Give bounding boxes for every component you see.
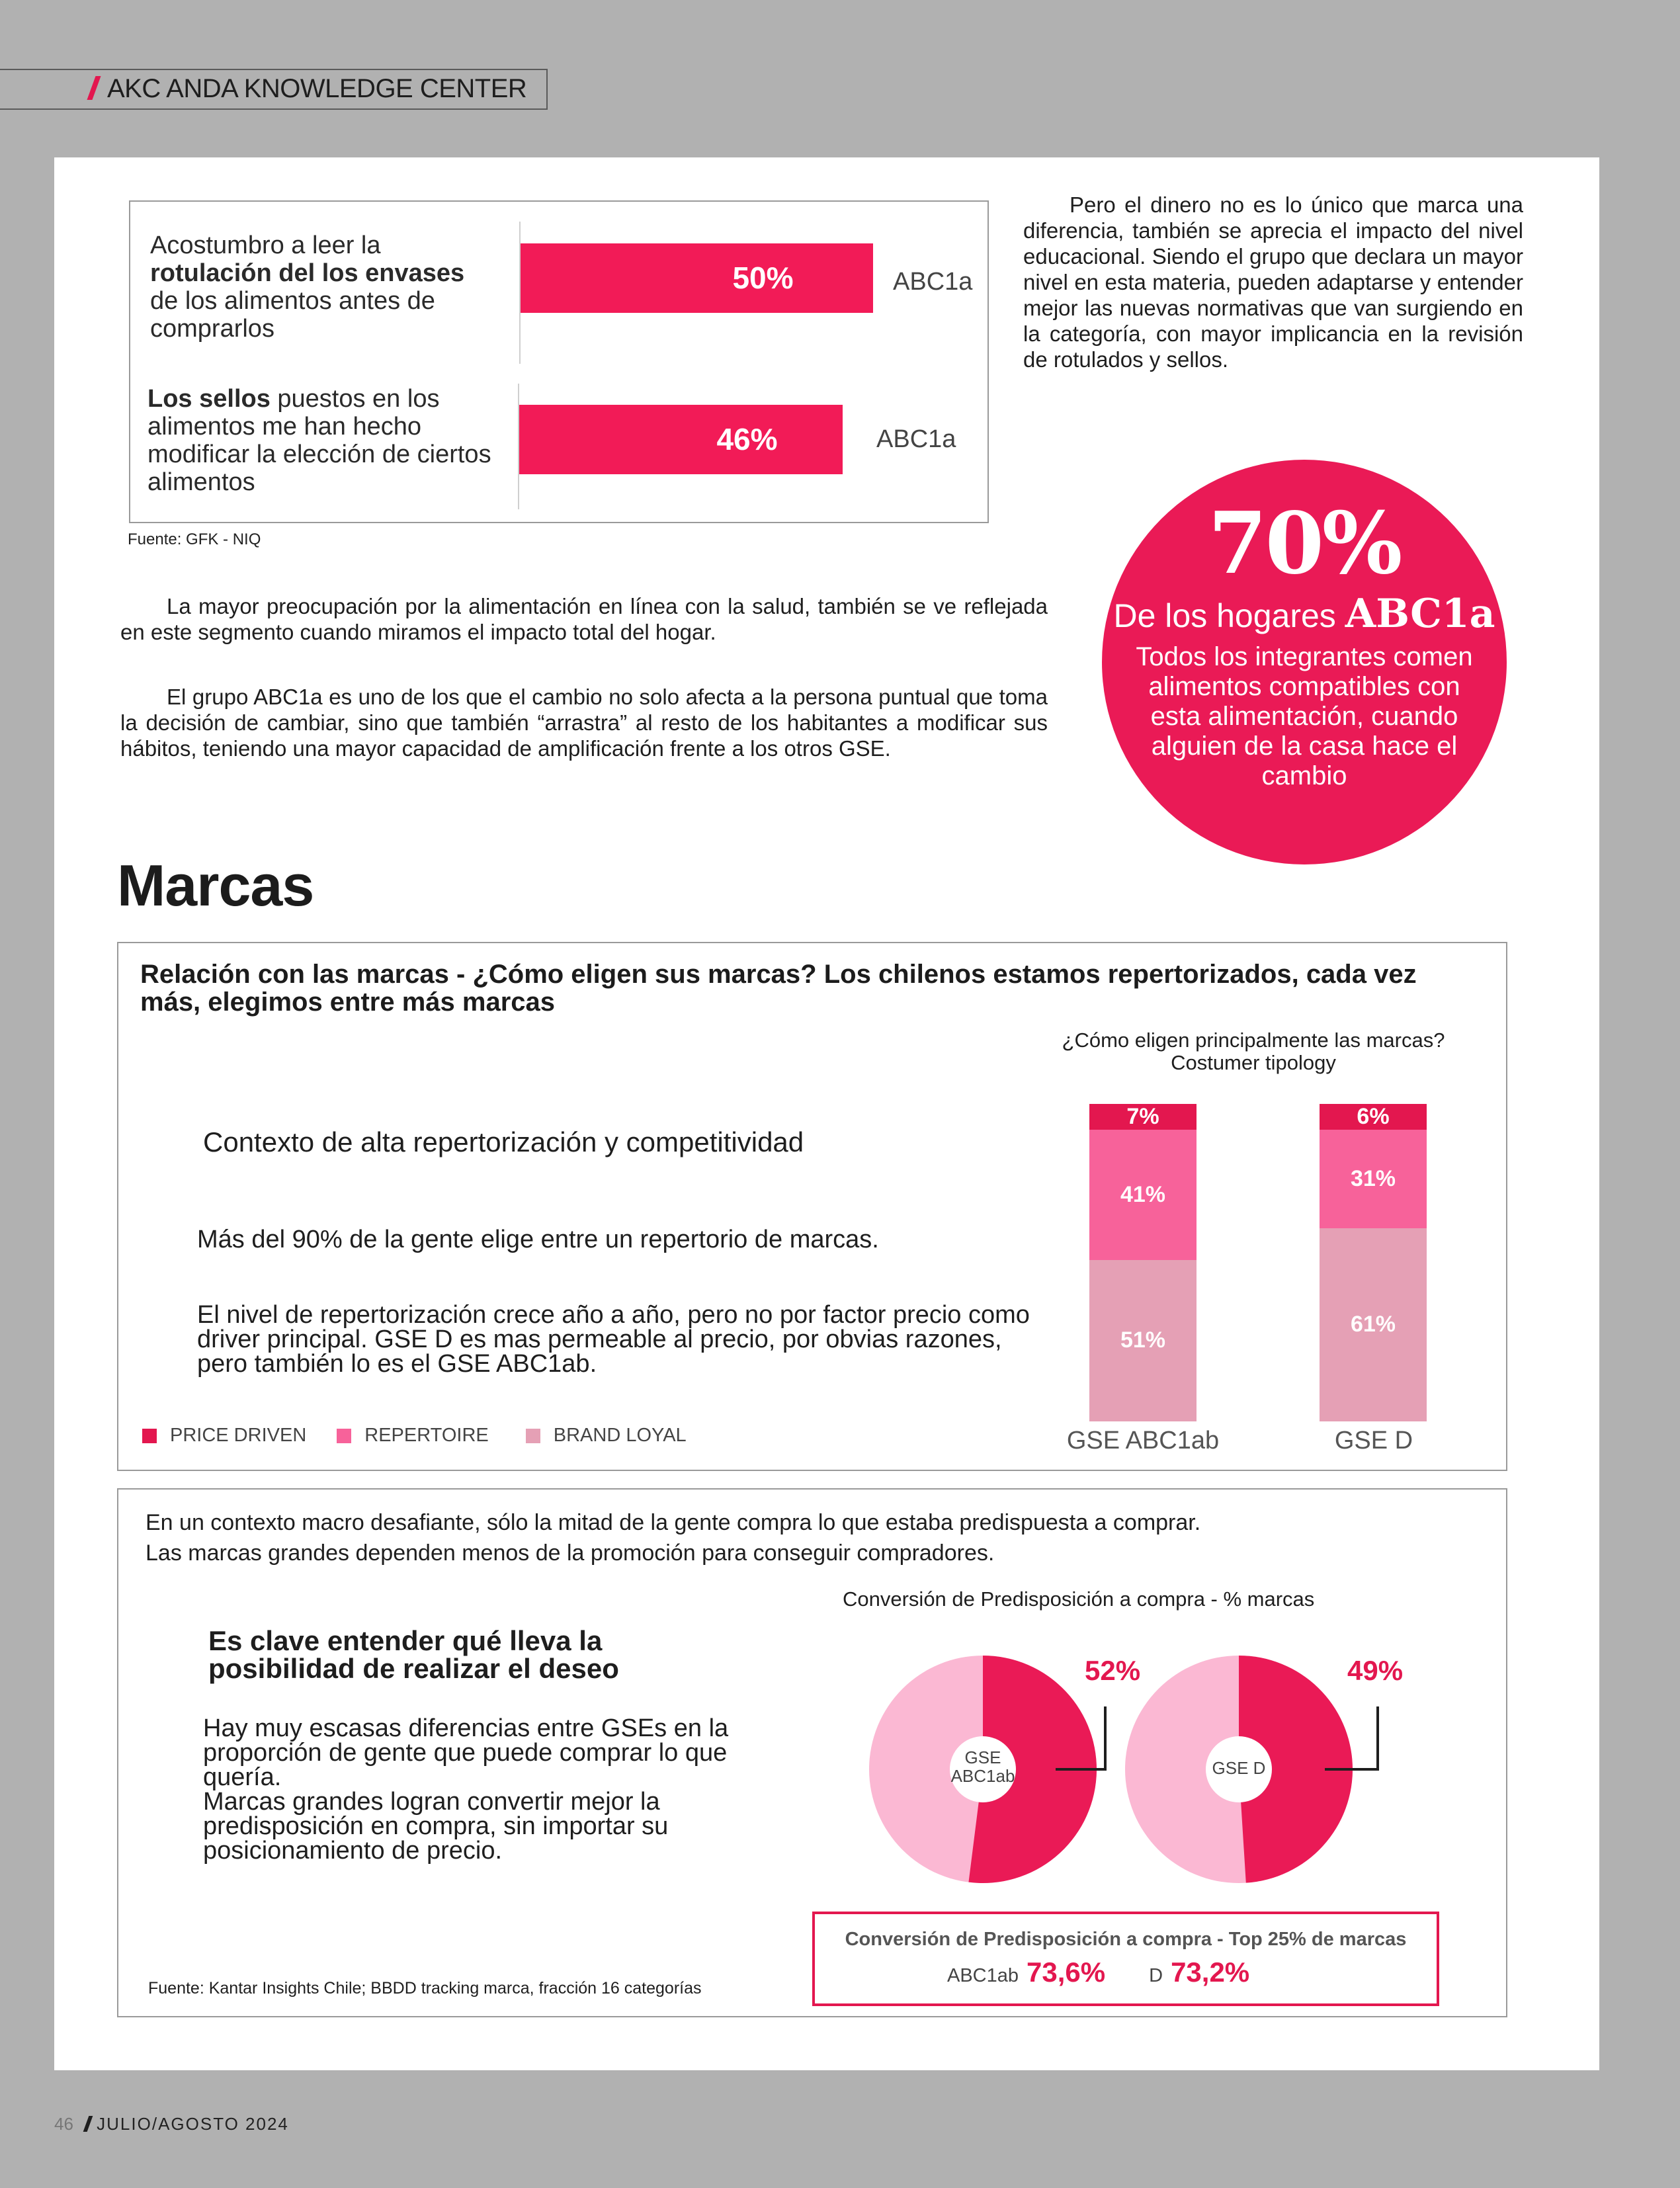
segment-repertoire: 31% — [1320, 1130, 1427, 1228]
donut-1-center-label: GSE ABC1ab — [950, 1747, 1015, 1786]
legend-swatch-loyal — [526, 1429, 540, 1443]
conversion-text: Hay muy escasas diferencias entre GSEs en la proporción de gente que puede comprar lo que quería. Marcas grandes logran convertir mejor la predisposición en compra, sin importar su posicionamiento de precio. — [203, 1714, 729, 1865]
paragraph-1: La mayor preocupación por la alimentación en línea con la salud, también se ve reflejada en este segmento cuando miramos el impacto total del hogar. — [120, 594, 1048, 644]
callout-line1: De los hogares ABC1a — [1113, 591, 1495, 637]
callout-big-number: 70% — [1208, 494, 1401, 593]
top25-a-label: ABC1ab — [947, 1965, 1019, 1986]
stack-label-d: GSE D — [1334, 1427, 1413, 1454]
segment-brand-loyal: 51% — [1089, 1260, 1197, 1421]
legend-swatch-repertoire — [337, 1429, 351, 1443]
source-note: Fuente: GFK - NIQ — [128, 530, 261, 548]
page-number: 46 — [54, 2114, 73, 2134]
legend-loyal: BRAND LOYAL — [553, 1425, 687, 1446]
stack-bar-abc1ab — [1089, 1104, 1197, 1421]
top25-b-label: D — [1149, 1965, 1163, 1986]
bar-1-tag: ABC1a — [893, 268, 973, 296]
segment-repertoire: 41% — [1089, 1130, 1197, 1260]
header-title: AKC ANDA KNOWLEDGE CENTER — [91, 74, 526, 104]
brands-p2: El nivel de repertorización crece año a año, pero no por factor precio como driver principal. GSE D es mas permeable al precio, por obvias razones, pero también lo es el GSE ABC1ab. — [197, 1301, 1030, 1378]
section-title: Marcas — [117, 853, 314, 918]
issue-date: JULIO/AGOSTO 2024 — [97, 2114, 289, 2134]
callout-body: Todos los integrantes comen alimentos compatibles con esta alimentación, cuando alguien de la casa hace el cambio — [1136, 642, 1473, 790]
stack-label-abc1ab: GSE ABC1ab — [1066, 1427, 1220, 1454]
donut-2-center-label: GSE D — [1212, 1758, 1266, 1778]
bar-2: 46% — [519, 405, 843, 474]
legend-swatch-price — [142, 1429, 157, 1443]
conversion-intro: En un contexto macro desafiante, sólo la mitad de la gente compra lo que estaba predispuesta a comprar. Las marcas grandes dependen menos de la promoción para conseguir compradores. — [146, 1510, 1201, 1566]
brands-title: Relación con las marcas - ¿Cómo eligen sus marcas? Los chilenos estamos repertorizados, cada vez más, elegimos entre más marcas — [140, 960, 1417, 1017]
donut-1-value: 52% — [1085, 1655, 1141, 1686]
segment-price-driven: 7% — [1089, 1104, 1197, 1130]
segment-price-driven: 6% — [1320, 1104, 1427, 1130]
legend-price: PRICE DRIVEN — [170, 1425, 307, 1446]
donut-chart-title: Conversión de Predisposición a compra - % marcas — [843, 1587, 1315, 1611]
brands-p1: Más del 90% de la gente elige entre un repertorio de marcas. — [197, 1226, 879, 1253]
donut-2-value: 49% — [1347, 1655, 1404, 1686]
stack-chart-title: ¿Cómo eligen principalmente las marcas? Costumer tipology — [1062, 1029, 1445, 1074]
bar-row-2-label: Los sellos puestos en los alimentos me han hecho modificar la elección de ciertos alimentos — [147, 385, 491, 496]
bar-2-tag: ABC1a — [876, 425, 956, 453]
callout-circle — [1102, 460, 1507, 864]
right-column-paragraph: Pero el dinero no es lo único que marca una diferencia, también se aprecia el impacto del nivel educacional. Siendo el grupo que declara un mayor nivel en esta materia, pueden adaptarse y entender mejor las nuevas normativas que van surgiendo en la categoría, con mayor implicancia en la revisión de rotulados y sellos. — [1023, 192, 1523, 372]
bar-row-1-label: Acostumbro a leer la rotulación del los envases de los alimentos antes de comprarlos — [150, 231, 465, 343]
top25-title: Conversión de Predisposición a compra - Top 25% de marcas — [845, 1929, 1407, 1950]
top25-a-value: 73,6% — [1027, 1957, 1106, 1988]
bar-1: 50% — [521, 243, 873, 313]
footer-slash — [83, 2116, 93, 2132]
top25-values — [947, 1957, 1249, 1988]
conversion-source: Fuente: Kantar Insights Chile; BBDD tracking marca, fracción 16 categorías — [148, 1979, 702, 1998]
legend-repertoire: REPERTOIRE — [364, 1425, 489, 1446]
page-footer — [54, 2114, 289, 2134]
legend — [142, 1425, 687, 1447]
stack-bar-d — [1320, 1104, 1427, 1421]
brands-subtitle: Contexto de alta repertorización y competitividad — [203, 1126, 804, 1157]
conversion-subtitle: Es clave entender qué lleva la posibilidad de realizar el deseo — [208, 1625, 619, 1684]
top25-b-value: 73,2% — [1171, 1957, 1250, 1988]
paragraph-2: El grupo ABC1a es uno de los que el cambio no solo afecta a la persona puntual que toma la decisión de cambiar, sino que también “arrastra” al resto de los habitantes a modificar sus hábitos, teniendo una mayor capacidad de amplificación frente a los otros GSE. — [120, 685, 1048, 761]
segment-brand-loyal: 61% — [1320, 1228, 1427, 1421]
brands-panel — [117, 942, 1507, 1471]
